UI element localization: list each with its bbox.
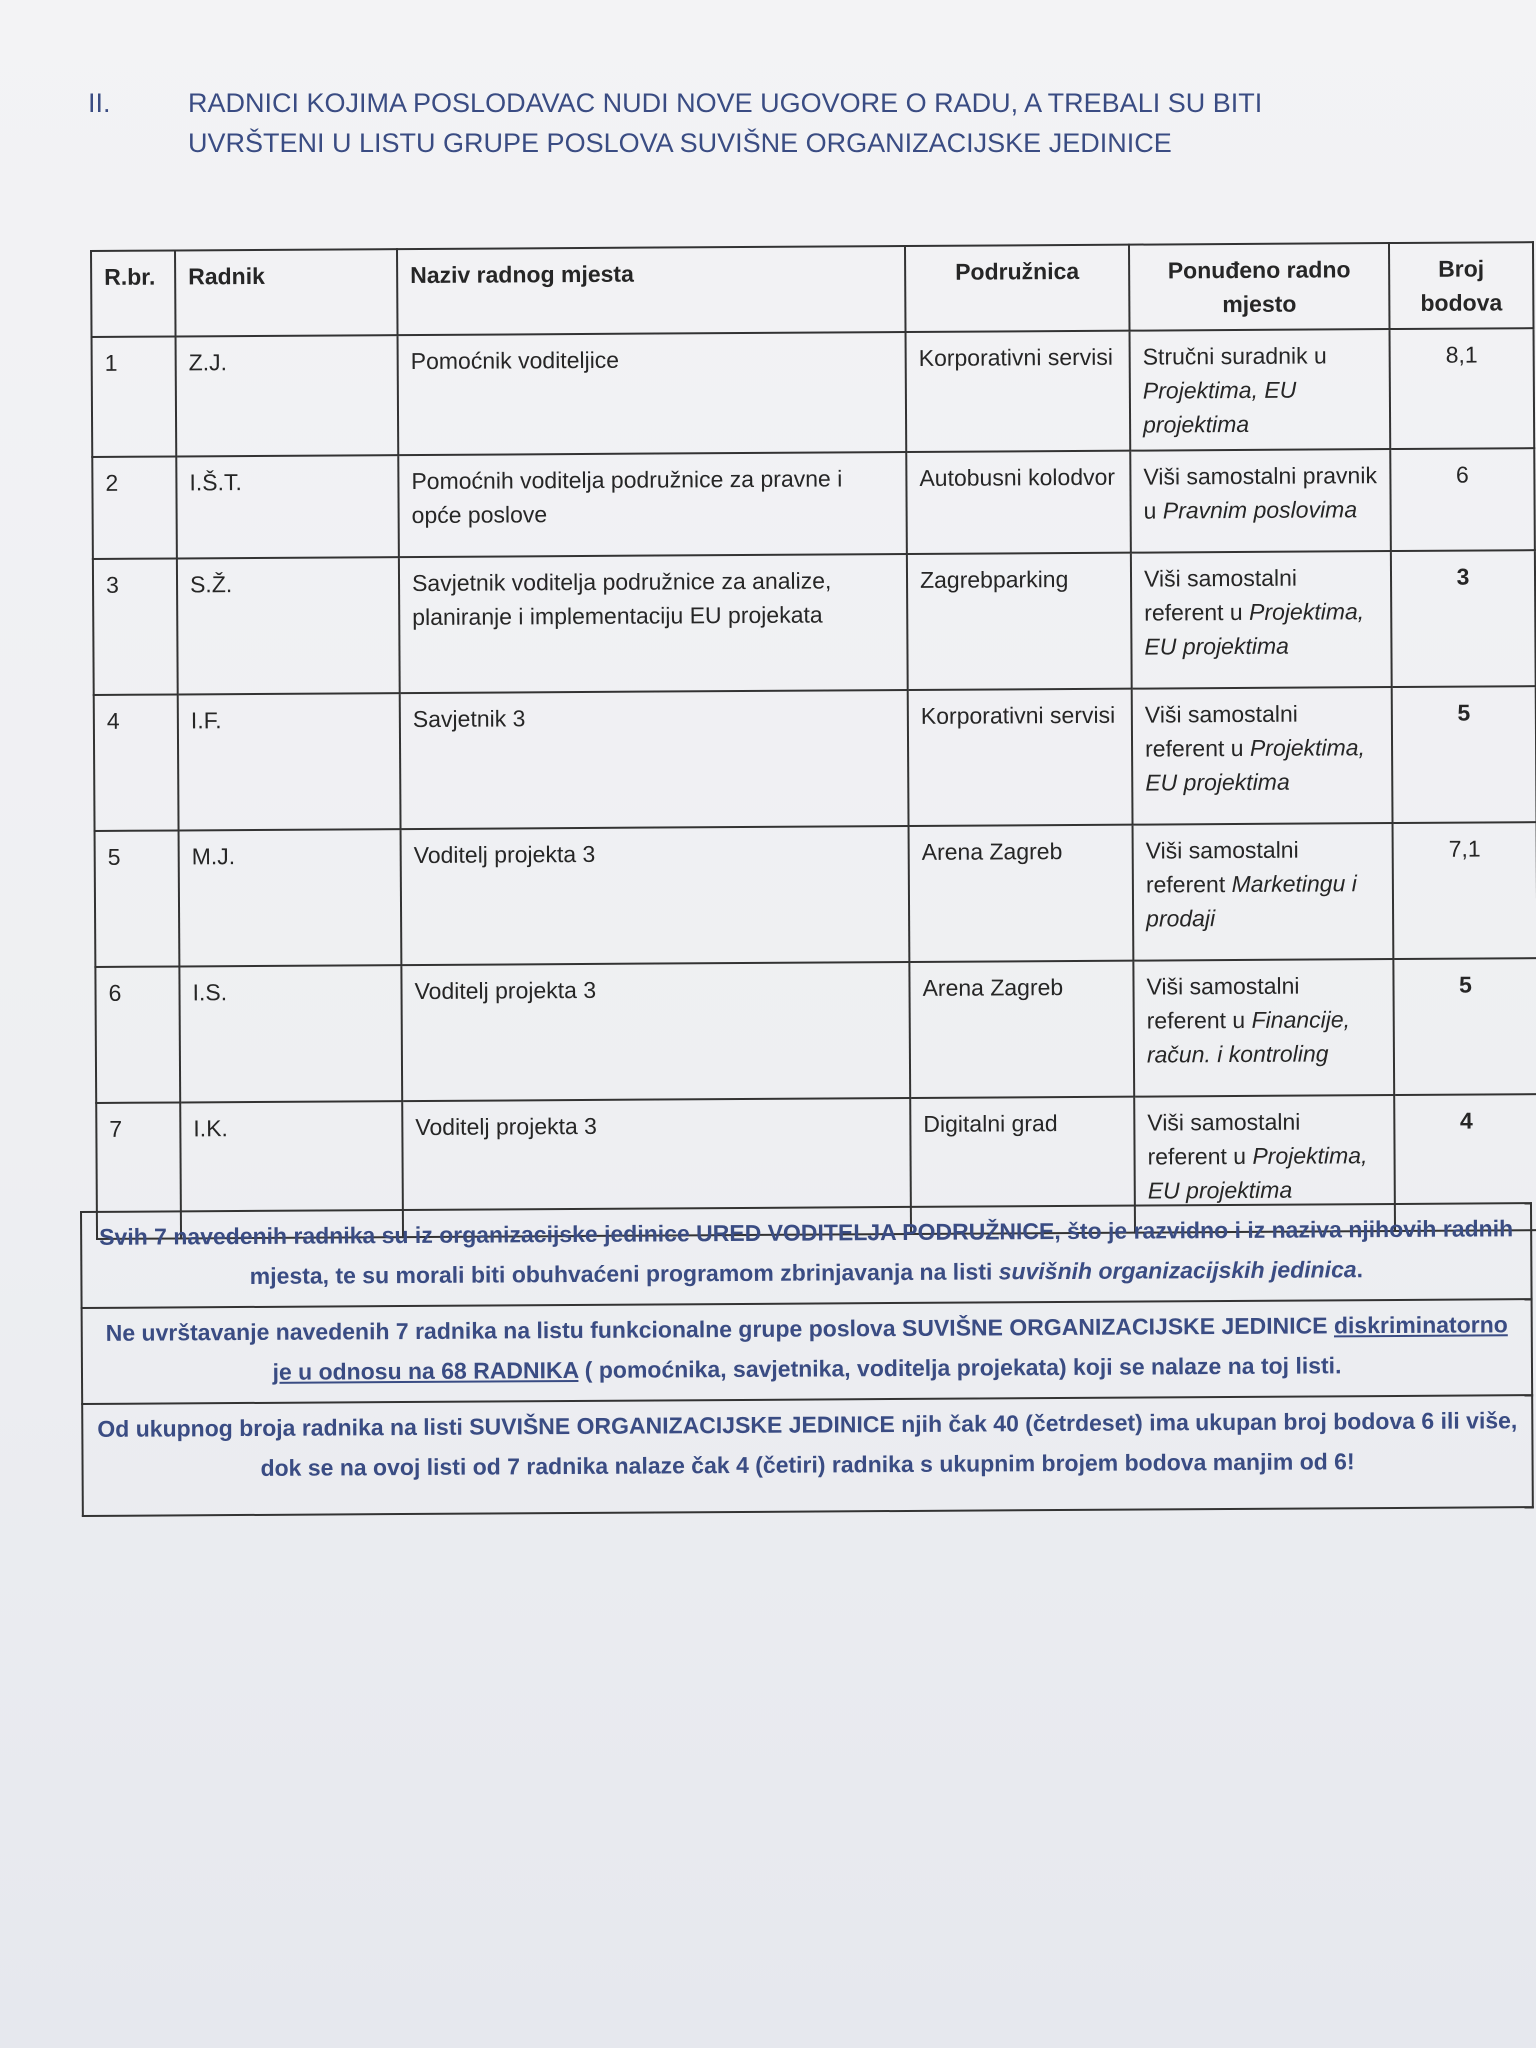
header-bodovi: Broj bodova — [1389, 242, 1534, 329]
ponudeno-italic: Projektima, EU projektima — [1145, 734, 1366, 796]
ponudeno-plain: Stručni suradnik u — [1142, 342, 1327, 370]
header-radnik: Radnik — [175, 249, 398, 336]
cell-radnik: I.Š.T. — [176, 455, 399, 558]
note-2-underlined: diskriminatorno je u odnosu na 68 RADNIKA — [272, 1311, 1508, 1385]
ponudeno-plain: Viši samostalni referent u — [1143, 564, 1298, 626]
ponudeno-italic: Financije, račun. i kontroling — [1146, 1006, 1351, 1068]
note-row — [82, 1395, 1533, 1516]
cell-podruznica: Korporativni servisi — [908, 689, 1133, 826]
cell-podruznica: Arena Zagreb — [909, 961, 1134, 1098]
cell-radnik: I.K. — [180, 1101, 403, 1238]
ponudeno-plain: Viši samostalni referent u — [1144, 700, 1298, 762]
cell-bodovi: 5 — [1392, 686, 1536, 823]
note-2 — [82, 1299, 1533, 1404]
cell-podruznica: Arena Zagreb — [909, 825, 1134, 962]
cell-rbr: 3 — [93, 558, 178, 695]
cell-rbr: 4 — [94, 694, 179, 831]
note-2-after: ( pomoćnika, savjetnika, voditelja projekata) koji se nalaze na toj listi. — [578, 1352, 1342, 1383]
note-2-before: Ne uvrštavanje navedenih 7 radnika na listu funkcionalne grupe poslova SUVIŠNE ORGANIZACIJSKE JEDINICE — [105, 1312, 1335, 1346]
cell-ponudeno — [1133, 823, 1394, 961]
cell-podruznica: Autobusni kolodvor — [906, 451, 1131, 554]
cell-radnik: S.Ž. — [177, 557, 400, 694]
ponudeno-italic: Projektima, EU projektima — [1147, 1142, 1368, 1204]
cell-naziv: Voditelj projekta 3 — [402, 1098, 911, 1237]
cell-bodovi: 5 — [1393, 958, 1536, 1095]
cell-radnik: I.F. — [178, 693, 401, 830]
heading-line-2: UVRŠTENI U LISTU GRUPE POSLOVA SUVIŠNE ORGANIZACIJSKE JEDINICE — [188, 128, 1172, 158]
header-rbr: R.br. — [91, 250, 176, 337]
ponudeno-italic: Projektima, EU projektima — [1144, 598, 1365, 660]
note-row — [82, 1299, 1533, 1404]
note-1-italic: suvišnih organizacijskih jedinica — [998, 1256, 1357, 1285]
cell-naziv: Voditelj projekta 3 — [401, 962, 910, 1101]
note-3: Od ukupnog broja radnika na listi SUVIŠNE ORGANIZACIJSKE JEDINICE njih čak 40 (četrdeset) ima ukupan broj bodova 6 ili više, dok se na ovoj listi od 7 radnika nalaze čak 4 (četiri) radnika s ukupnim brojem bodova manjim od 6! — [82, 1395, 1533, 1516]
cell-radnik: Z.J. — [176, 335, 399, 456]
note-1-text: Svih 7 navedenih radnika su iz organizacijske jedinice URED VODITELJA PODRUŽNICE, što je razvidno i iz naziva njihovih radnih mjesta, te su morali biti obuhvaćeni programom zbrinjavanja na listi — [99, 1215, 1514, 1289]
ponudeno-plain: Viši samostalni referent — [1145, 836, 1299, 898]
header-podruznica: Podružnica — [905, 245, 1130, 332]
ponudeno-plain: Viši samostalni pravnik u — [1143, 462, 1377, 524]
cell-rbr: 6 — [95, 966, 180, 1103]
cell-podruznica: Digitalni grad — [910, 1097, 1135, 1234]
ponudeno-italic: Marketingu i prodaji — [1146, 870, 1357, 932]
cell-bodovi: 6 — [1390, 448, 1535, 551]
ponudeno-plain: Viši samostalni referent u — [1147, 1108, 1301, 1170]
table-header-row — [91, 242, 1533, 337]
table-row — [93, 550, 1536, 695]
table-row — [94, 686, 1536, 831]
header-naziv: Naziv radnog mjesta — [397, 246, 906, 335]
cell-bodovi: 3 — [1391, 550, 1536, 687]
cell-ponudeno — [1133, 959, 1394, 1097]
note-row — [81, 1203, 1532, 1308]
cell-bodovi: 8,1 — [1390, 328, 1535, 449]
ponudeno-italic: Projektima, EU projektima — [1142, 376, 1297, 438]
note-1 — [81, 1203, 1532, 1308]
cell-naziv: Pomoćnik voditeljice — [398, 332, 907, 455]
cell-bodovi: 7,1 — [1393, 822, 1536, 959]
cell-rbr: 2 — [92, 456, 177, 559]
cell-bodovi: 4 — [1394, 1094, 1536, 1231]
section-number: II. — [88, 88, 111, 118]
header-ponudeno: Ponuđeno radno mjesto — [1129, 243, 1390, 331]
cell-radnik: M.J. — [179, 829, 402, 966]
heading-line-1: RADNICI KOJIMA POSLODAVAC NUDI NOVE UGOVORE O RADU, A TREBALI SU BITI — [188, 88, 1263, 118]
cell-rbr: 7 — [96, 1102, 181, 1239]
notes-box — [80, 1202, 1534, 1517]
cell-naziv: Savjetnik voditelja podružnice za analize, planiranje i implementaciju EU projekata — [399, 554, 908, 693]
workers-table — [90, 241, 1536, 1240]
cell-ponudeno — [1130, 449, 1391, 553]
cell-rbr: 5 — [95, 830, 180, 967]
table-row — [92, 448, 1535, 559]
cell-rbr: 1 — [92, 336, 177, 457]
cell-podruznica: Zagrebparking — [907, 553, 1132, 690]
cell-radnik: I.S. — [179, 965, 402, 1102]
table-row — [95, 822, 1536, 967]
note-1-end: . — [1356, 1256, 1364, 1283]
cell-ponudeno — [1132, 687, 1393, 825]
cell-podruznica: Korporativni servisi — [906, 331, 1131, 452]
table-row — [92, 328, 1535, 457]
cell-ponudeno — [1131, 551, 1392, 689]
cell-ponudeno — [1130, 329, 1391, 451]
cell-naziv: Pomoćnih voditelja podružnice za pravne i opće poslove — [398, 452, 907, 557]
table-row — [95, 958, 1536, 1103]
cell-naziv: Voditelj projekta 3 — [401, 826, 910, 965]
ponudeno-plain: Viši samostalni referent u — [1146, 972, 1300, 1034]
ponudeno-italic: Pravnim poslovima — [1162, 496, 1358, 524]
cell-naziv: Savjetnik 3 — [400, 690, 909, 829]
